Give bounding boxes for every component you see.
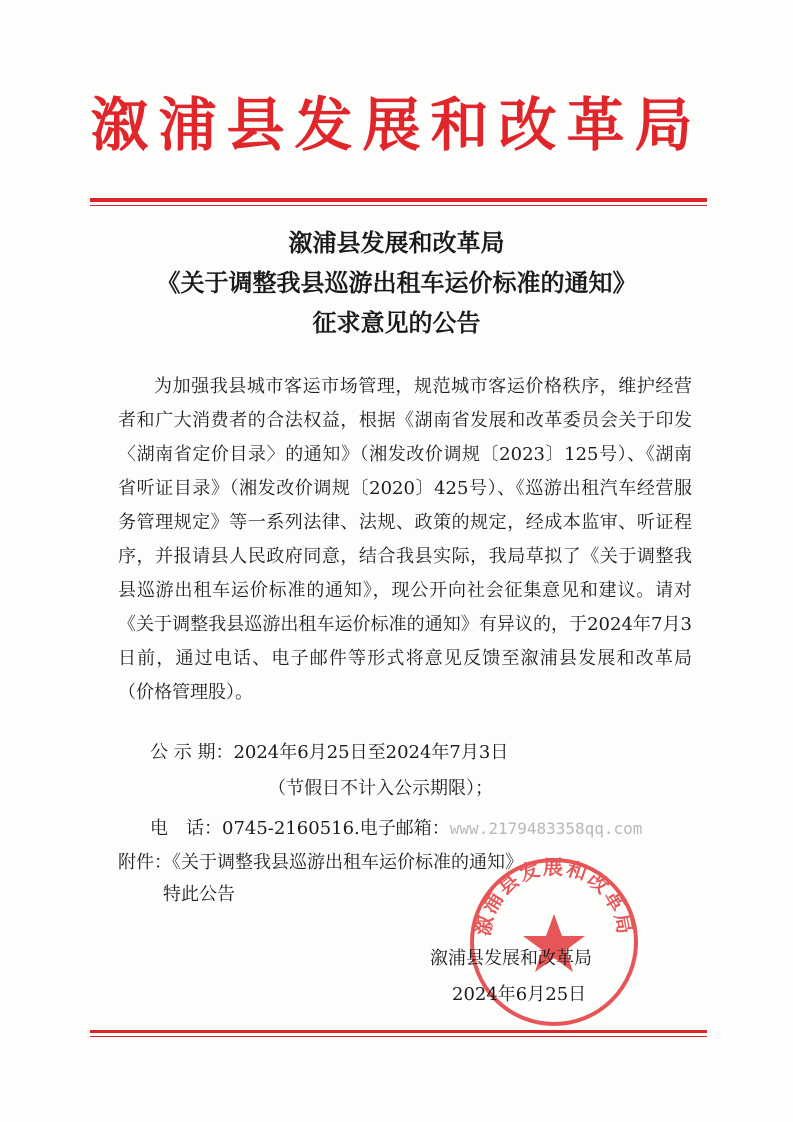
email-label: 电子邮箱：	[359, 818, 450, 839]
seal-text: 溆浦县发展和改革局	[470, 855, 638, 938]
notice-title-line-3: 征求意见的公告	[312, 308, 481, 337]
closing-line: 特此公告	[163, 884, 235, 905]
publicity-period-note: （节假日不计入公示期限）；	[268, 778, 493, 799]
contact-line	[150, 814, 642, 844]
phone-value: 0745-2160516.	[222, 818, 360, 839]
publicity-period	[150, 738, 508, 768]
notice-title-line-2: 《关于调整我县巡游出租车运价标准的通知》	[156, 268, 637, 297]
notice-title-line-1: 溆浦县发展和改革局	[288, 228, 505, 257]
top-red-rule-thin	[90, 205, 707, 206]
body-paragraph: 为加强我县城市客运市场管理，规范城市客运价格秩序，维护经营者和广大消费者的合法权益，根据《湖南省发展和改革委员会关于印发〈湖南省定价目录〉的通知》（湘发改价调规〔2023〕125号）、《湖南省听证目录》（湘发改价调规〔2020〕425号）、《巡游出租汽车经营服务管理规定》等一系列法律、法规、政策的规定，经成本监审、听证程序，并报请县人民政府同意，结合我县实际，我局草拟了《关于调整我县巡游出租车运价标准的通知》，现公开向社会征集意见和建议。请对《关于调整我县巡游出租车运价标准的通知》有异议的，于2024年7月3日前，通过电话、电子邮件等形式将意见反馈至溆浦县发展和改革局（价格管理股）。	[118, 376, 692, 703]
publicity-period-value: 2024年6月25日至2024年7月3日	[233, 742, 509, 763]
publicity-period-label: 公 示 期：	[150, 742, 234, 763]
email-value: www.2179483358qq.com	[449, 819, 643, 838]
bottom-red-rule-thin	[90, 1036, 707, 1037]
letterhead-title: 溆浦县发展和改革局	[90, 91, 703, 159]
attachment-line: 附件：《关于调整我县巡游出租车运价标准的通知》	[118, 852, 523, 873]
bottom-red-rule-thick	[90, 1030, 707, 1033]
top-red-rule-thick	[90, 198, 707, 202]
phone-label: 电 话：	[150, 818, 222, 839]
signature-organization: 溆浦县发展和改革局	[430, 948, 592, 969]
signature-date: 2024年6月25日	[452, 984, 587, 1005]
